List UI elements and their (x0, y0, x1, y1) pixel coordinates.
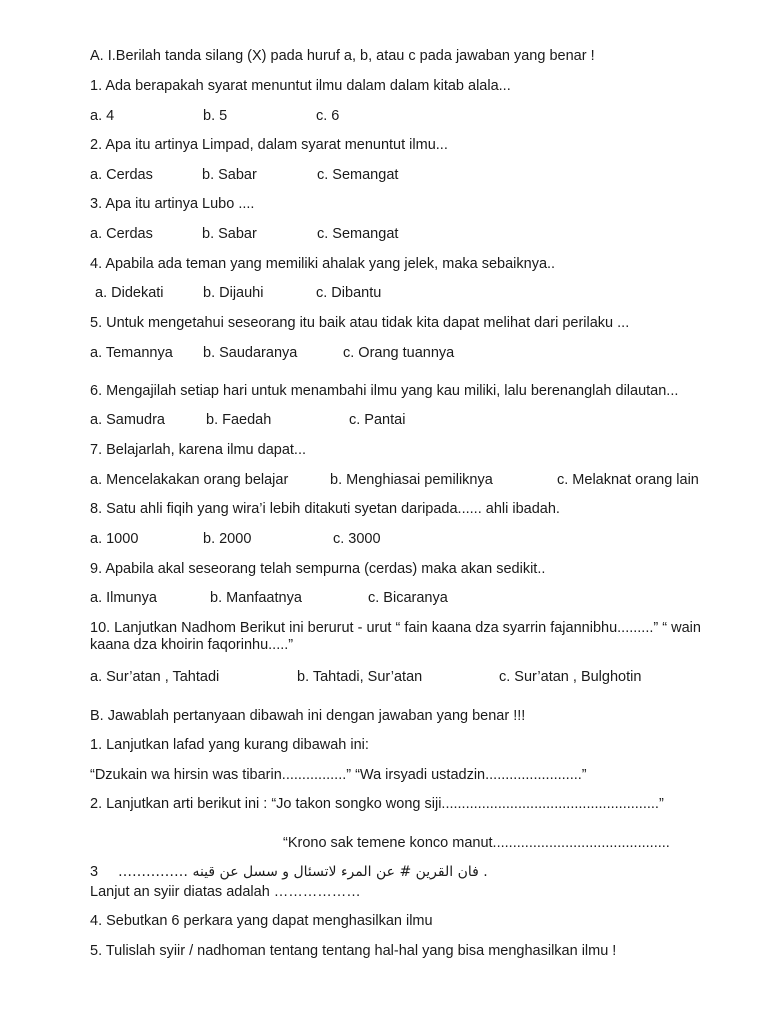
question-2: 2. Apa itu artinya Limpad, dalam syarat menuntut ilmu... (90, 137, 448, 153)
q1-option-c: c. 6 (316, 108, 340, 124)
q3-option-b: b. Sabar (202, 226, 257, 242)
question-8: 8. Satu ahli fiqih yang wira’i lebih ditakuti syetan daripada...... ahli ibadah. (90, 501, 560, 517)
question-10: 10. Lanjutkan Nadhom Berikut ini berurut - urut “ fain kaana dza syarrin fajannibhu.........” “ wain kaana dza khoirin faqorinhu.....” (90, 620, 701, 653)
q3-option-a: a. Cerdas (90, 226, 153, 242)
question-6: 6. Mengajilah setiap hari untuk menambahi ilmu yang kau miliki, lalu berenanglah dilautan... (90, 383, 679, 399)
essay-question-5: 5. Tulislah syiir / nadhoman tentang tentang hal-hal yang bisa menghasilkan ilmu ! (90, 943, 617, 959)
q2-option-b: b. Sabar (202, 167, 257, 183)
question-3: 3. Apa itu artinya Lubo .... (90, 196, 255, 212)
essay-question-3-arabic: . فان القرين # عن المرء لاتسئال و سسل عن قينه …………… (118, 864, 488, 880)
question-7: 7. Belajarlah, karena ilmu dapat... (90, 442, 307, 458)
essay-question-3-number: 3 (90, 864, 99, 880)
q8-option-c: c. 3000 (333, 531, 381, 547)
q6-option-c: c. Pantai (349, 412, 406, 428)
q2-option-a: a. Cerdas (90, 167, 153, 183)
q5-option-a: a. Temannya (90, 345, 173, 361)
essay-question-1: 1. Lanjutkan lafad yang kurang dibawah ini: (90, 737, 369, 753)
essay-question-2: 2. Lanjutkan arti berikut ini : “Jo takon songko wong siji......................................................” (90, 796, 664, 812)
question-9: 9. Apabila akal seseorang telah sempurna (cerdas) maka akan sedikit.. (90, 561, 546, 577)
q1-option-b: b. 5 (203, 108, 228, 124)
q7-option-c: c. Melaknat orang lain (557, 472, 699, 488)
section-b-header: B. Jawablah pertanyaan dibawah ini dengan jawaban yang benar !!! (90, 708, 526, 724)
q5-option-b: b. Saudaranya (203, 345, 298, 361)
q4-option-b: b. Dijauhi (203, 285, 264, 301)
q6-option-b: b. Faedah (206, 412, 272, 428)
q4-option-c: c. Dibantu (316, 285, 382, 301)
q8-option-b: b. 2000 (203, 531, 252, 547)
q6-option-a: a. Samudra (90, 412, 165, 428)
q4-option-a: a. Didekati (95, 285, 164, 301)
q7-option-b: b. Menghiasai pemiliknya (330, 472, 493, 488)
q5-option-c: c. Orang tuannya (343, 345, 455, 361)
q3-option-c: c. Semangat (317, 226, 399, 242)
essay-question-3-prompt: Lanjut an syiir diatas adalah ……………… (90, 884, 361, 900)
essay-question-4: 4. Sebutkan 6 perkara yang dapat menghasilkan ilmu (90, 913, 433, 929)
essay-question-1-prompt: “Dzukain wa hirsin was tibarin................” “Wa irsyadi ustadzin........................” (90, 767, 587, 783)
question-1: 1. Ada berapakah syarat menuntut ilmu dalam dalam kitab alala... (90, 78, 511, 94)
q2-option-c: c. Semangat (317, 167, 399, 183)
question-4: 4. Apabila ada teman yang memiliki ahalak yang jelek, maka sebaiknya.. (90, 256, 556, 272)
essay-question-2-prompt: “Krono sak temene konco manut............................................ (283, 835, 670, 851)
q7-option-a: a. Mencelakakan orang belajar (90, 472, 289, 488)
q10-option-b: b. Tahtadi, Sur’atan (297, 669, 423, 685)
question-5: 5. Untuk mengetahui seseorang itu baik atau tidak kita dapat melihat dari perilaku ... (90, 315, 630, 331)
q10-option-a: a. Sur’atan , Tahtadi (90, 669, 220, 685)
q9-option-a: a. Ilmunya (90, 590, 157, 606)
q8-option-a: a. 1000 (90, 531, 139, 547)
q9-option-c: c. Bicaranya (368, 590, 448, 606)
q10-option-c: c. Sur’atan , Bulghotin (499, 669, 642, 685)
q9-option-b: b. Manfaatnya (210, 590, 302, 606)
section-a-header: A. I.Berilah tanda silang (X) pada huruf a, b, atau c pada jawaban yang benar ! (90, 48, 595, 64)
q1-option-a: a. 4 (90, 108, 115, 124)
